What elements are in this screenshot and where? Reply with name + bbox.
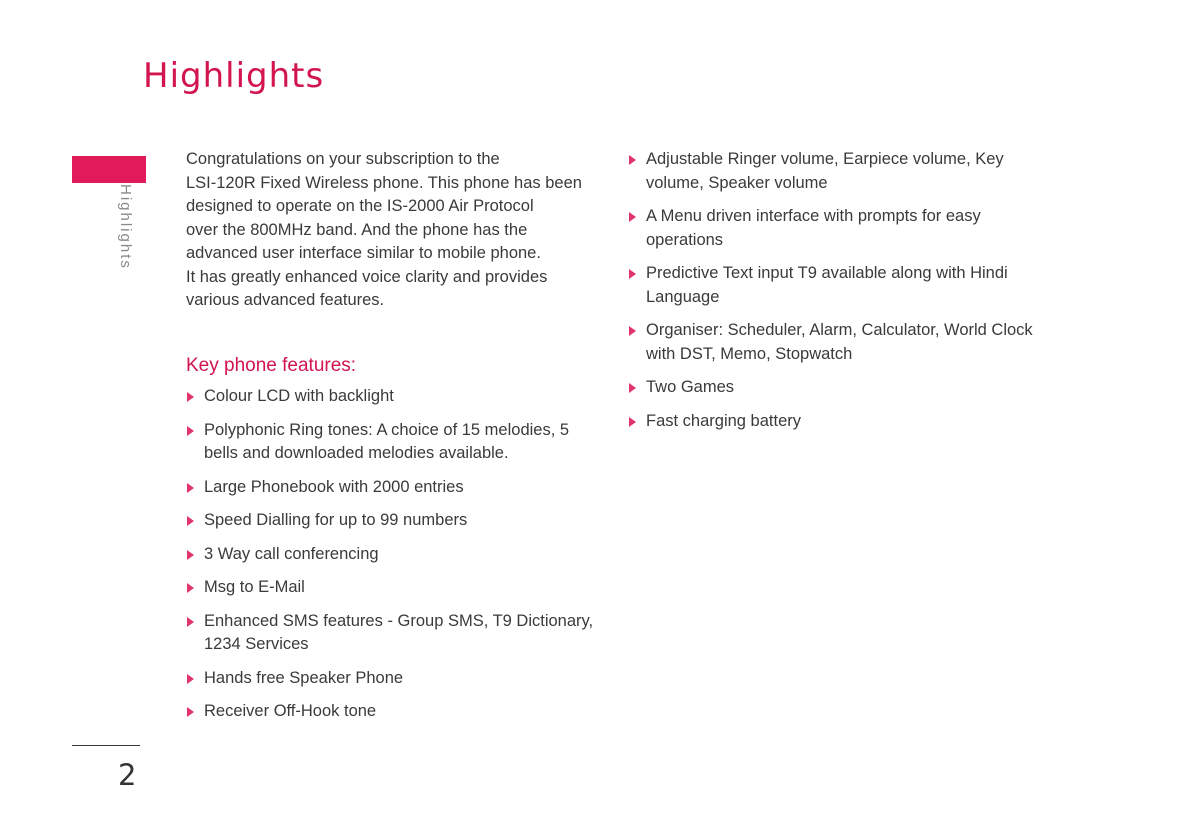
- intro-line: LSI-120R Fixed Wireless phone. This phone has been: [186, 173, 582, 192]
- key-features-heading: Key phone features:: [186, 354, 357, 376]
- feature-text: Speed Dialling for up to 99 numbers: [204, 511, 468, 530]
- bullet-arrow-icon: [187, 583, 194, 593]
- intro-line: advanced user interface similar to mobile phone.: [186, 244, 541, 262]
- feature-text: Polyphonic Ring tones: A choice of 15 melodies, 5 bells and downloaded melodies available.: [204, 420, 570, 463]
- feature-item: [628, 148, 1048, 195]
- section-side-label: [117, 184, 154, 284]
- bullet-arrow-icon: [187, 483, 194, 493]
- feature-text: Two Games: [646, 378, 735, 396]
- feature-item: [628, 262, 1048, 309]
- feature-item: [186, 385, 596, 409]
- feature-text: Adjustable Ringer volume, Earpiece volume, Key volume, Speaker volume: [646, 150, 1004, 192]
- bullet-arrow-icon: [187, 392, 194, 402]
- feature-item: [628, 205, 1048, 252]
- feature-item: [186, 610, 596, 657]
- feature-item: [186, 700, 596, 724]
- bullet-arrow-icon: [629, 269, 636, 279]
- feature-item: [628, 376, 1048, 400]
- footer-divider: [72, 745, 140, 746]
- intro-line: designed to operate on the IS-2000 Air Protocol: [186, 197, 534, 215]
- side-label-text: Highlights: [117, 184, 134, 270]
- feature-list-right: [628, 148, 1048, 433]
- feature-item: [186, 509, 596, 533]
- bullet-arrow-icon: [187, 550, 194, 560]
- feature-text: Predictive Text input T9 available along with Hindi Language: [646, 264, 1008, 306]
- bullet-arrow-icon: [187, 674, 194, 684]
- feature-item: [186, 543, 596, 567]
- feature-text: Hands free Speaker Phone: [204, 668, 404, 687]
- intro-paragraph: [186, 148, 596, 313]
- feature-text: 3 Way call conferencing: [204, 544, 379, 563]
- section-tab-marker: [72, 156, 146, 183]
- feature-text: Receiver Off-Hook tone: [204, 702, 377, 721]
- feature-text: Large Phonebook with 2000 entries: [204, 477, 464, 496]
- feature-item: [186, 476, 596, 500]
- feature-text: A Menu driven interface with prompts for easy operations: [646, 207, 981, 249]
- intro-line: various advanced features.: [186, 291, 385, 309]
- bullet-arrow-icon: [187, 516, 194, 526]
- right-column: [628, 148, 1048, 443]
- bullet-arrow-icon: [187, 707, 194, 717]
- bullet-arrow-icon: [629, 383, 636, 393]
- intro-line: Congratulations on your subscription to the: [186, 150, 500, 168]
- bullet-arrow-icon: [629, 326, 636, 336]
- bullet-arrow-icon: [629, 417, 636, 427]
- feature-text: Colour LCD with backlight: [204, 387, 394, 406]
- feature-item: [186, 667, 596, 691]
- bullet-arrow-icon: [187, 426, 194, 436]
- feature-item: [628, 410, 1048, 434]
- feature-list-left: [186, 385, 596, 724]
- feature-text: Organiser: Scheduler, Alarm, Calculator, World Clock with DST, Memo, Stopwatch: [646, 321, 1033, 363]
- page-title: Highlights: [143, 56, 325, 96]
- intro-line: It has greatly enhanced voice clarity and provides: [186, 267, 548, 286]
- page-number: 2: [118, 758, 137, 792]
- bullet-arrow-icon: [187, 617, 194, 627]
- intro-line: over the 800MHz band. And the phone has the: [186, 220, 528, 239]
- left-column: [186, 148, 596, 734]
- feature-text: Fast charging battery: [646, 411, 801, 430]
- feature-item: [186, 576, 596, 600]
- bullet-arrow-icon: [629, 212, 636, 222]
- feature-item: [628, 319, 1048, 366]
- feature-item: [186, 419, 596, 466]
- bullet-arrow-icon: [629, 155, 636, 165]
- feature-text: Msg to E-Mail: [204, 578, 305, 597]
- feature-text: Enhanced SMS features - Group SMS, T9 Dictionary, 1234 Services: [204, 611, 594, 654]
